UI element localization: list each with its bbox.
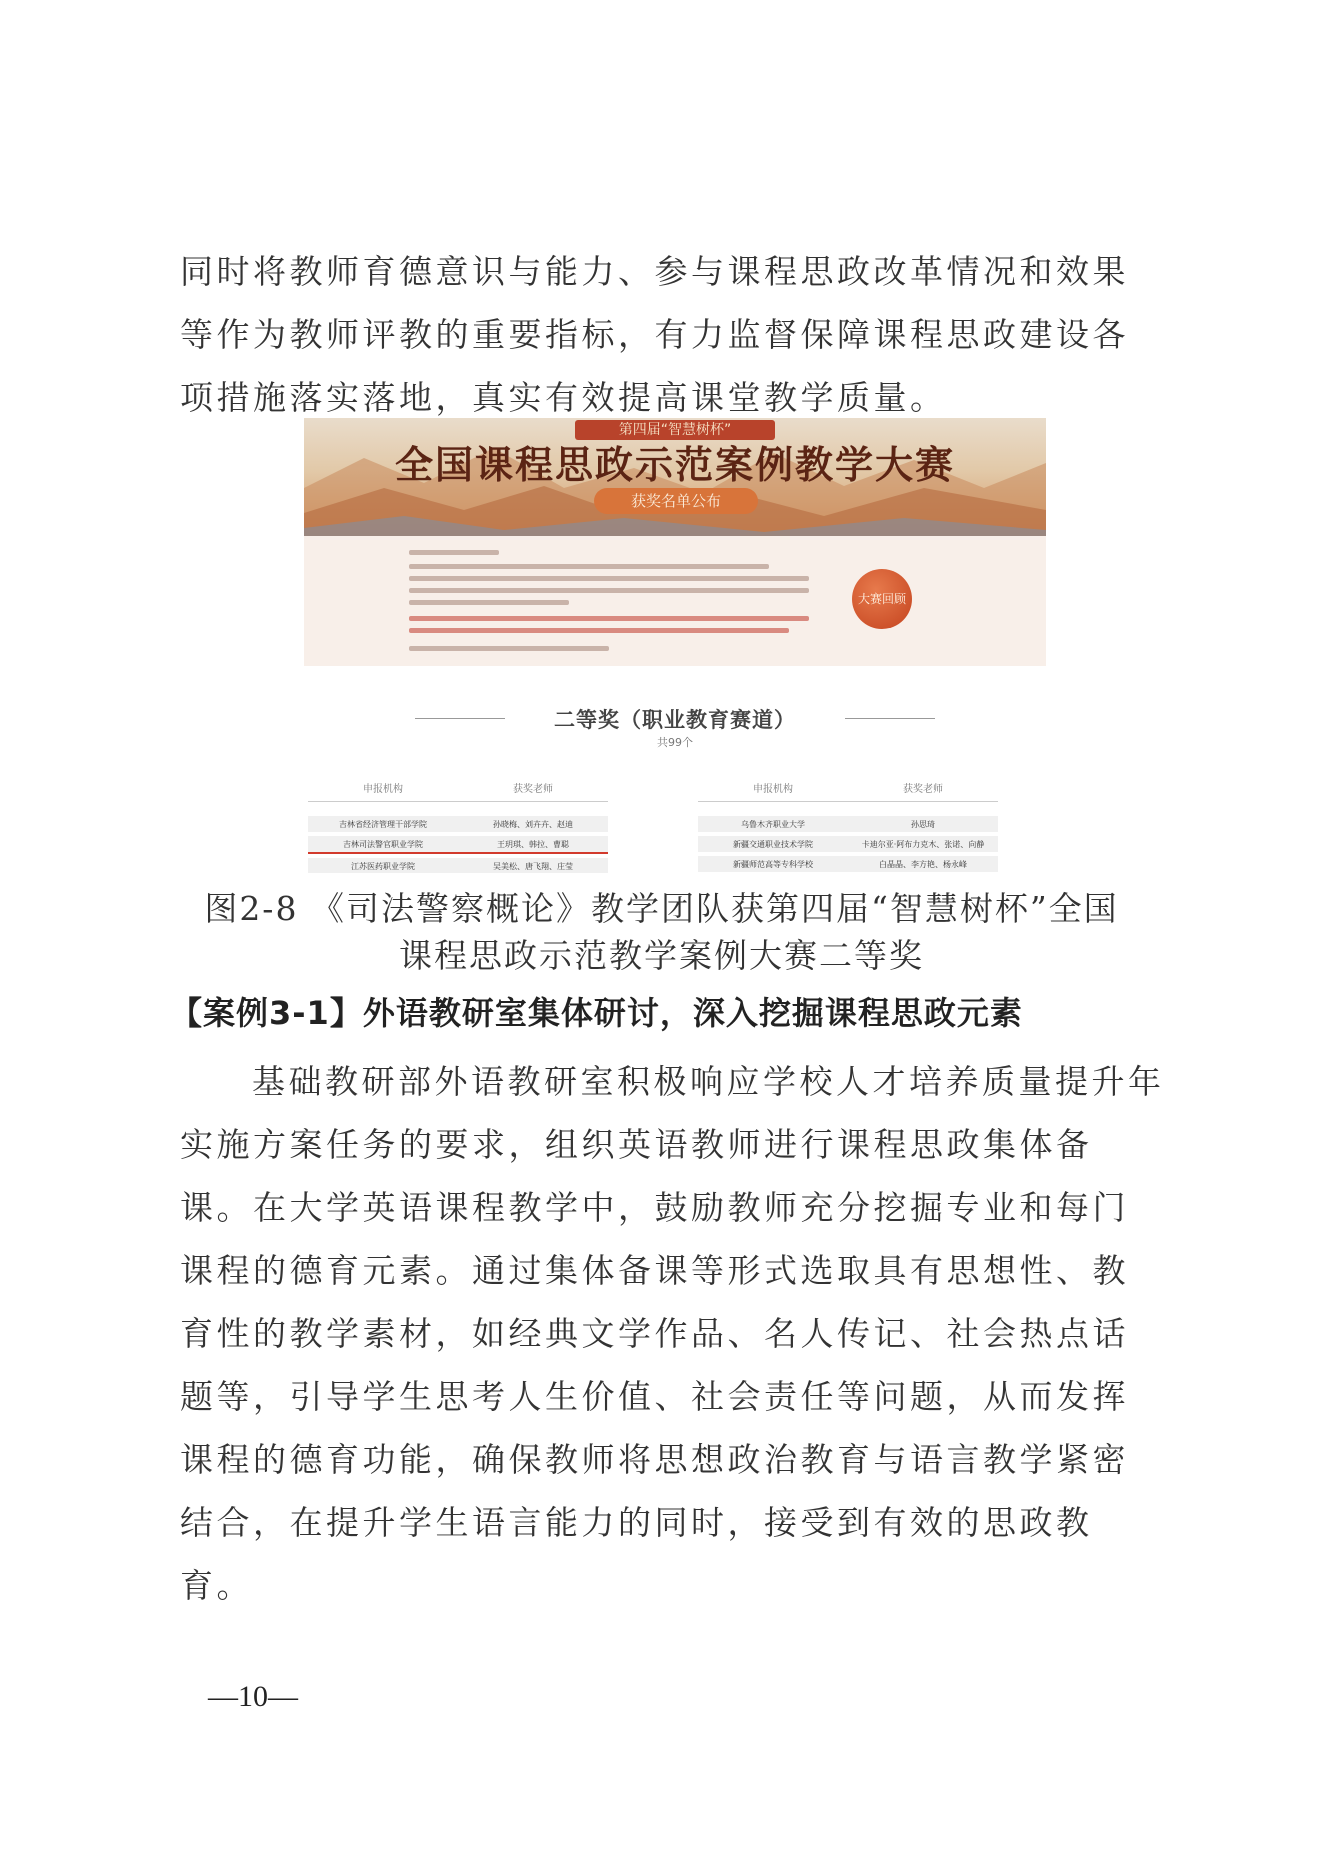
review-badge: 大赛回顾 <box>852 569 912 629</box>
table-row <box>698 816 998 832</box>
banner-title: 全国课程思政示范案例教学大赛 <box>394 443 955 487</box>
award-announcement-figure <box>300 418 1050 873</box>
notice-line-highlight <box>409 616 809 621</box>
row-org: 乌鲁木齐职业大学 <box>741 819 805 829</box>
row-teachers: 卡迪尔亚·阿布力克木、张诺、向静 <box>861 839 985 849</box>
awards-table-right <box>698 780 998 872</box>
header-teacher: 获奖老师 <box>513 784 553 795</box>
row-teachers: 孙晓梅、刘卉卉、赵迪 <box>493 819 573 829</box>
row-org: 吉林司法警官职业学院 <box>343 839 423 849</box>
page-number: —10— <box>208 1680 298 1713</box>
row-org: 江苏医药职业学院 <box>351 861 415 871</box>
row-org: 新疆交通职业技术学院 <box>733 839 813 849</box>
table-row <box>308 858 608 873</box>
header-org: 申报机构 <box>363 784 403 795</box>
caption-line-2: 课程思政示范教学案例大赛二等奖 <box>399 936 924 975</box>
row-teachers: 吴美松、唐飞翔、庄莹 <box>493 861 573 871</box>
header-teacher: 获奖老师 <box>903 784 943 795</box>
notice-line <box>409 588 809 593</box>
notice-line <box>409 550 499 555</box>
row-teachers: 孙思琦 <box>911 819 935 829</box>
banner-announcement-pill: 获奖名单公布 <box>594 488 758 514</box>
table-row <box>698 836 998 852</box>
figure-caption <box>150 885 1173 979</box>
table-row <box>698 856 998 872</box>
award-count: 共99个 <box>657 736 693 749</box>
row-org: 新疆师范高等专科学校 <box>733 859 813 869</box>
row-teachers: 白晶晶、李方艳、杨永峰 <box>879 859 967 869</box>
table-header <box>308 780 608 802</box>
notice-text-block <box>304 536 1046 666</box>
notice-line <box>409 564 769 569</box>
awards-table-left <box>308 780 608 873</box>
notice-line <box>409 646 609 651</box>
award-title: 二等奖（职业教育赛道） <box>554 708 796 732</box>
caption-line-1: 图2-8 《司法警察概论》教学团队获第四届“智慧树杯”全国 <box>204 889 1119 928</box>
case-heading: 【案例3-1】外语教研室集体研讨，深入挖掘课程思政元素 <box>170 994 1023 1032</box>
notice-line <box>409 576 809 581</box>
notice-line <box>409 600 569 605</box>
table-row <box>308 816 608 832</box>
notice-line-highlight <box>409 628 789 633</box>
body-paragraph-top: 同时将教师育德意识与能力、参与课程思政改革情况和效果等作为教师评教的重要指标，有力监督保障课程思政建设各项措施落实落地，真实有效提高课堂教学质量。 <box>180 252 1129 417</box>
row-teachers: 王玥琪、韩拉、曹聪 <box>497 839 569 849</box>
banner-edition-label: 第四届“智慧树杯” <box>575 420 775 440</box>
body-paragraph-case: 基础教研部外语教研室积极响应学校人才培养质量提升年实施方案任务的要求，组织英语教师进行课程思政集体备课。在大学英语课程教学中，鼓励教师充分挖掘专业和每门课程的德育元素。通过集体备课等形式选取具有思想性、教育性的教学素材，如经典文学作品、名人传记、社会热点话题等，引导学生思考人生价值、社会责任等问题，从而发挥课程的德育功能，确保教师将思想政治教育与语言教学紧密结合，在提升学生语言能力的同时，接受到有效的思政教育。 <box>180 1062 1165 1605</box>
row-org: 吉林省经济管理干部学院 <box>339 819 427 829</box>
contest-banner <box>304 418 1046 536</box>
award-title-rule-right <box>845 718 935 719</box>
table-header <box>698 780 998 802</box>
header-org: 申报机构 <box>753 784 793 795</box>
table-row-highlighted <box>308 836 608 854</box>
